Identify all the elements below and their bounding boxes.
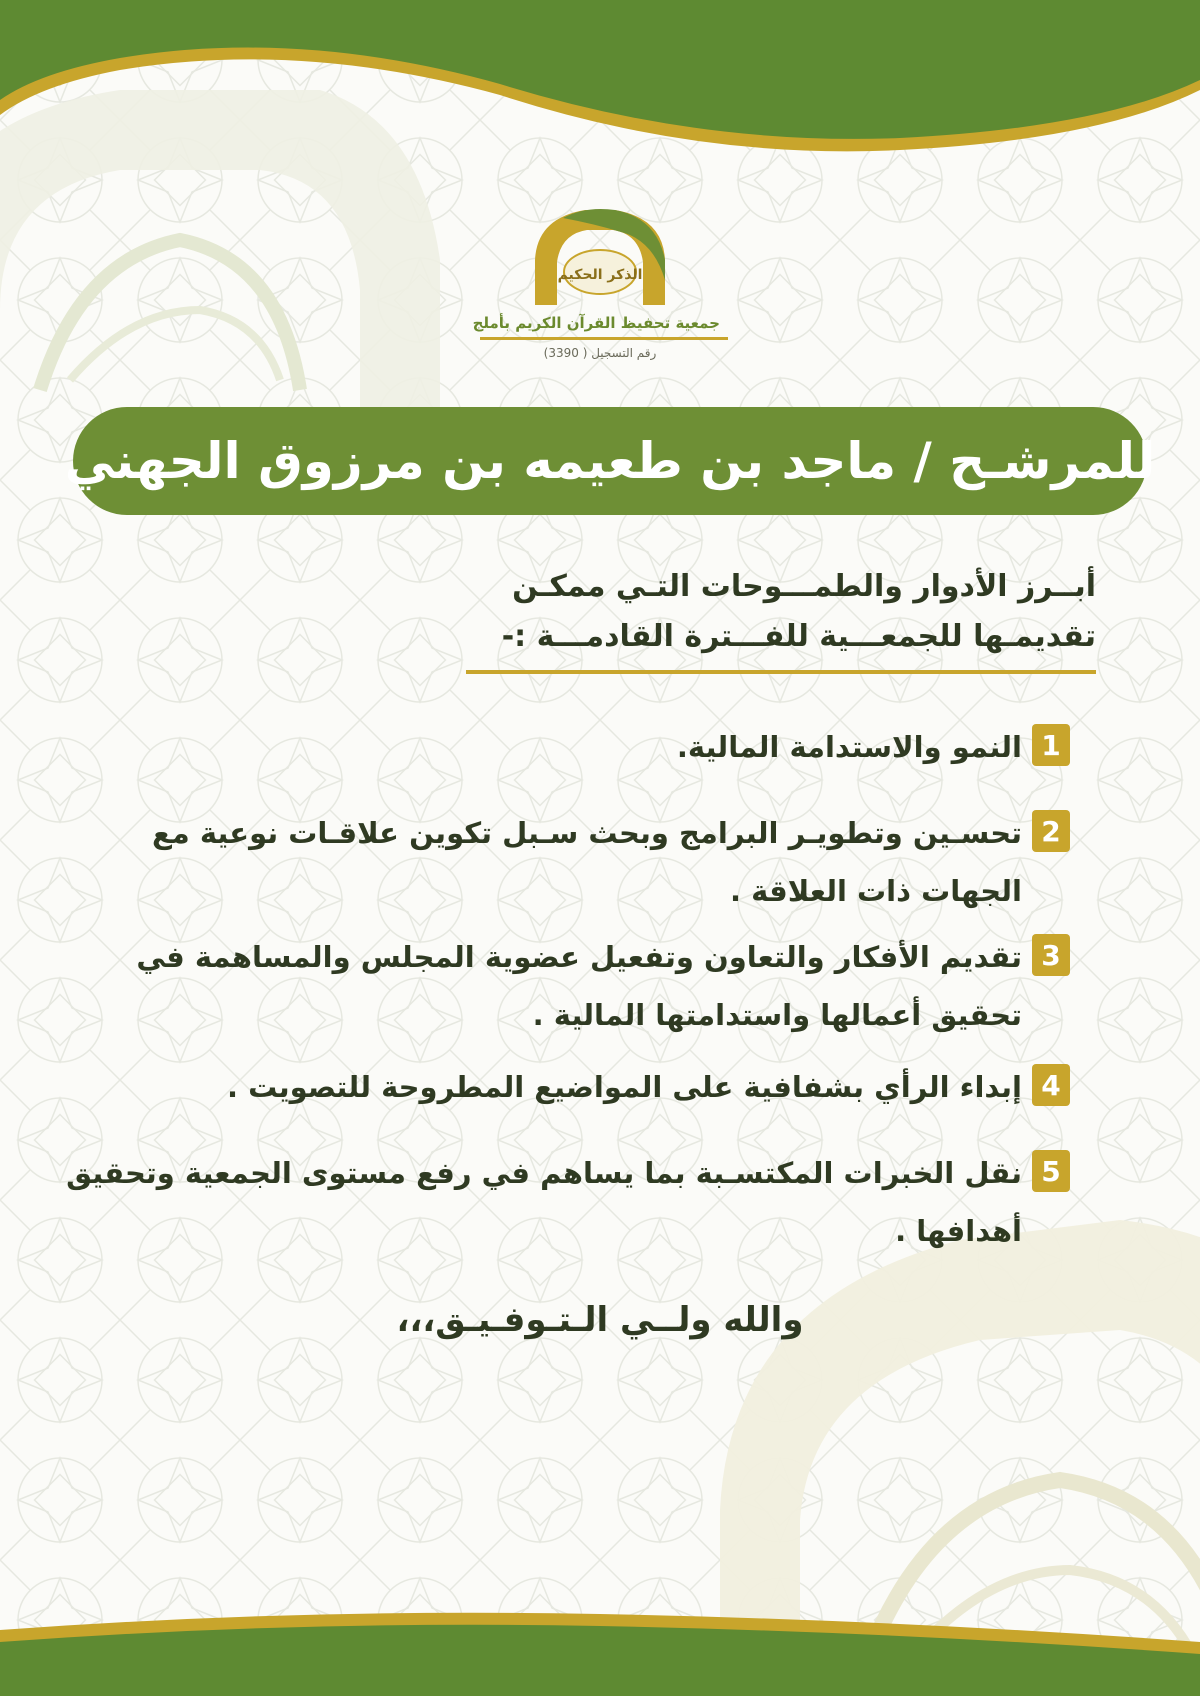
header-wave bbox=[0, 0, 1200, 170]
intro-heading bbox=[456, 562, 1096, 662]
item-text: تحسـين وتطويـر البرامج وبحث سـبل تكوين علاقـات نوعية مع الجهات ذات العلاقة . bbox=[151, 816, 1022, 908]
list-item bbox=[60, 1144, 1070, 1260]
item-text: نقل الخبرات المكتسـبة بما يساهم في رفع مستوى الجمعية وتحقيق أهدافها . bbox=[66, 1156, 1022, 1248]
candidate-name: للمرشـح / ماجد بن طعيمه بن مرزوق الجهني bbox=[64, 432, 1156, 490]
item-number-badge: 1 bbox=[1032, 724, 1070, 766]
candidate-banner bbox=[64, 407, 1156, 515]
intro-line-2: تقديمـها للجمعـــية للفـــترة القادمـــة :- bbox=[501, 619, 1096, 654]
item-text: تقديم الأفكار والتعاون وتفعيل عضوية المجلس والمساهمة في تحقيق أعمالها واستدامتها المالية . bbox=[136, 940, 1022, 1032]
closing-phrase: والله ولــي الـتـوفـيـق،،، bbox=[396, 1300, 804, 1340]
footer-wave bbox=[0, 1590, 1200, 1696]
logo-divider bbox=[480, 337, 728, 340]
item-number-badge: 5 bbox=[1032, 1150, 1070, 1192]
list-item bbox=[60, 928, 1070, 1044]
item-number-badge: 4 bbox=[1032, 1064, 1070, 1106]
item-text: النمو والاستدامة المالية. bbox=[676, 730, 1022, 764]
registration-number: رقم التسجيل ( 3390) bbox=[543, 346, 657, 360]
organization-name: جمعية تحفيظ القرآن الكريم بأملج bbox=[472, 314, 720, 332]
organization-logo bbox=[472, 200, 720, 380]
list-item bbox=[60, 1058, 1070, 1116]
list-item bbox=[60, 804, 1070, 920]
intro-divider bbox=[466, 670, 1096, 674]
quran-emblem-icon bbox=[525, 200, 675, 310]
logo-emblem-text: الذكر الحكيم bbox=[557, 267, 643, 283]
list-item bbox=[60, 718, 1070, 776]
intro-line-1: أبــرز الأدوار والطمـــوحات التـي ممكـن bbox=[512, 569, 1096, 604]
item-text: إبداء الرأي بشفافية على المواضيع المطروحة للتصويت . bbox=[226, 1070, 1022, 1104]
item-number-badge: 3 bbox=[1032, 934, 1070, 976]
item-number-badge: 2 bbox=[1032, 810, 1070, 852]
